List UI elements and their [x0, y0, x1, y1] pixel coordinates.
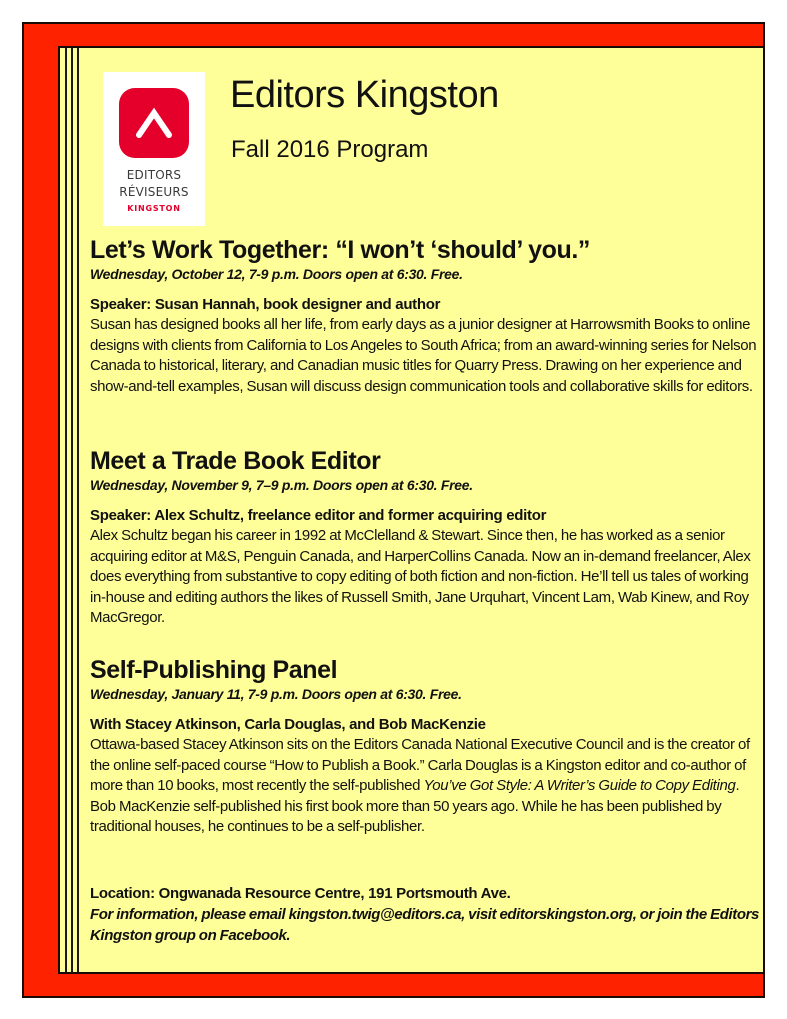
event-description: [90, 735, 760, 838]
contact-info: [90, 904, 760, 946]
event-speaker: Speaker: Susan Hannah, book designer and author: [90, 296, 441, 313]
page-subtitle: Fall 2016 Program: [231, 136, 429, 163]
decorative-rule: [65, 48, 67, 972]
website-link[interactable]: editorskingston.org: [499, 906, 633, 923]
decorative-rule: [71, 48, 73, 972]
event-date: Wednesday, October 12, 7-9 p.m. Doors open at 6:30. Free.: [90, 266, 463, 282]
info-text: , or join the Editors Kingston group on Facebook.: [90, 906, 759, 944]
event-speaker: With Stacey Atkinson, Carla Douglas, and Bob MacKenzie: [90, 716, 486, 733]
description-text: Ottawa-based Stacey Atkinson sits on the Editors Canada National Executive Council and is the creator of the online self-paced course “How to Publish a Book.” Carla Douglas is a Kingston editor and co-author of more than 10 books, most recently the self-published: [90, 736, 750, 794]
event-title: Let’s Work Together: “I won’t ‘should’ you.”: [90, 236, 591, 264]
event-description: Alex Schultz began his career in 1992 at McClelland & Stewart. Since then, he has worked as a senior acquiring editor at M&S, Penguin Canada, and HarperCollins Canada. Now an in-demand freelancer, Alex does everything from substantive to copy editing of both fiction and non-fiction. He’ll tell us tales of working in-house and editing authors the likes of Russell Smith, Jane Urquhart, Vincent Lam, Wab Kinew, and Roy MacGregor.: [90, 527, 751, 626]
chevron-up-icon: [119, 88, 189, 158]
decorative-rule: [77, 48, 79, 972]
page-title: Editors Kingston: [230, 74, 499, 116]
description-text: . Bob MacKenzie self-published his first book more than 50 years ago. While he has been published by traditional houses, he continues to be a self-publisher.: [90, 777, 740, 835]
event-title: Meet a Trade Book Editor: [90, 447, 381, 475]
event-date: Wednesday, November 9, 7–9 p.m. Doors open at 6:30. Free.: [90, 477, 473, 493]
editors-canada-logo: [103, 72, 205, 226]
info-text: For information, please email: [90, 906, 289, 923]
logo-text-editors: EDITORS: [126, 168, 182, 182]
logo-text-kingston: KINGSTON: [127, 204, 181, 213]
logo-text-reviseurs: RÉVISEURS: [119, 185, 189, 199]
footer: [90, 883, 760, 946]
email-link[interactable]: kingston.twig@editors.ca: [288, 906, 462, 923]
event-speaker: Speaker: Alex Schultz, freelance editor and former acquiring editor: [90, 507, 547, 524]
event-date: Wednesday, January 11, 7-9 p.m. Doors open at 6:30. Free.: [90, 686, 462, 702]
event-self-publishing-panel: [90, 655, 760, 838]
book-title: You’ve Got Style: A Writer’s Guide to Copy Editing: [423, 777, 736, 794]
event-description: Susan has designed books all her life, from early days as a junior designer at Harrowsmith Books to online designs with clients from California to Los Angeles to South Africa; from an award-winning series for Nelson Canada to historical, literary, and Canadian music titles for Quarry Press. Drawing on her experience and show-and-tell examples, Susan will discuss design communication tools and collaborative skills for editors.: [90, 316, 757, 395]
event-lets-work-together: [90, 235, 760, 397]
location-text: Location: Ongwanada Resource Centre, 191 Portsmouth Ave.: [90, 885, 511, 902]
info-text: , visit: [461, 906, 500, 923]
event-title: Self-Publishing Panel: [90, 656, 338, 684]
event-trade-book-editor: [90, 446, 760, 629]
